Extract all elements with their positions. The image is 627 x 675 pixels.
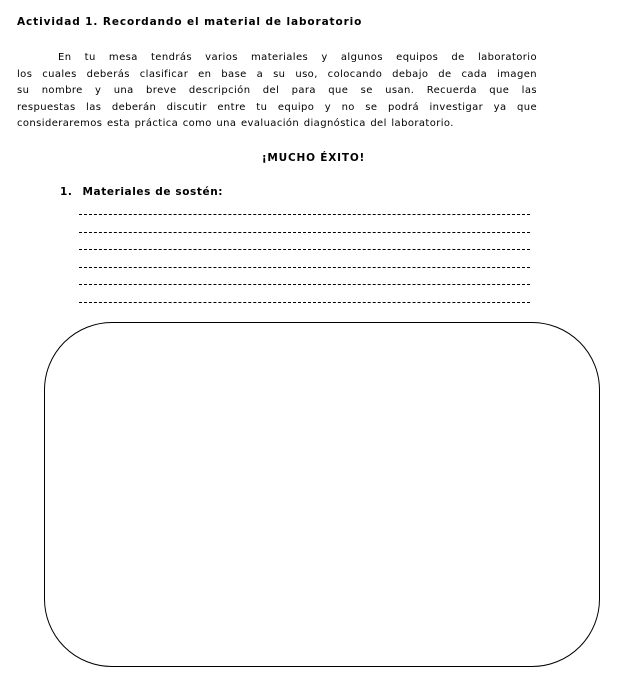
answer-line[interactable] [79,302,530,303]
activity-title: Actividad 1. Recordando el material de laboratorio [17,16,363,28]
image-placeholder-box [44,322,600,667]
instructions-line: los cuales deberás clasificar en base a su uso, colocando debajo de cada imagen [17,68,537,80]
answer-line[interactable] [79,214,530,215]
section-number: 1. [60,186,73,198]
answer-lines [79,214,530,319]
section-label: Materiales de sostén: [82,186,224,198]
instructions-line: respuestas las deberán discutir entre tu equipo y no se podrá investigar ya que [17,101,537,113]
answer-line[interactable] [79,249,530,250]
answer-line[interactable] [79,267,530,268]
instructions-line: consideraremos esta práctica como una evaluación diagnóstica del laboratorio. [17,118,454,130]
section-heading [60,186,223,198]
answer-line[interactable] [79,232,530,233]
instructions-paragraph [17,50,537,133]
instructions-line: En tu mesa tendrás varios materiales y algunos equipos de laboratorio [58,52,537,63]
instructions-line: su nombre y una breve descripción del para que se usan. Recuerda que las [17,85,537,97]
good-luck-heading: ¡MUCHO ÉXITO! [261,152,366,164]
answer-line[interactable] [79,284,530,285]
